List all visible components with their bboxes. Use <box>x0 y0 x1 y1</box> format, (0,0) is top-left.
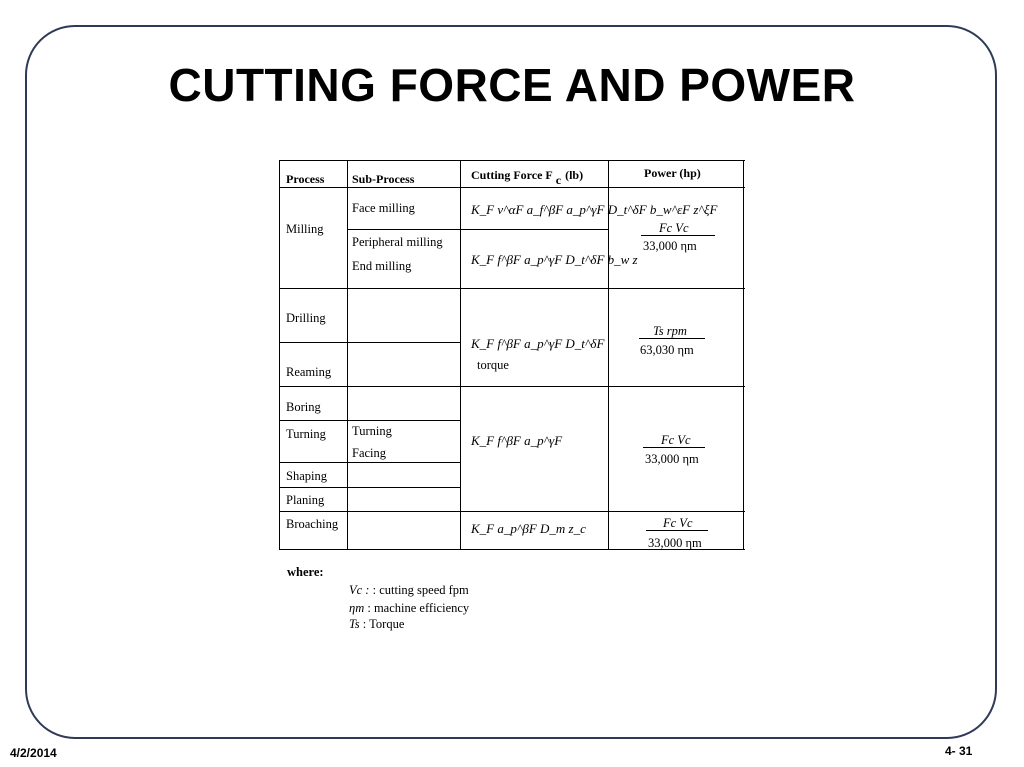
process-turning: Turning <box>286 427 326 441</box>
turning-row-divider <box>279 462 461 463</box>
footer-date: 4/2/2014 <box>10 746 57 760</box>
where-text: : Torque <box>362 617 405 631</box>
col-divider-2 <box>460 160 461 550</box>
process-milling: Milling <box>286 222 324 236</box>
shaping-row-divider <box>279 487 461 488</box>
formula-turning: K_F f^βF a_p^γF <box>471 433 563 448</box>
table-border-top <box>279 160 745 161</box>
power-broaching-numerator: Fc Vc <box>663 516 693 530</box>
where-heading: where: <box>287 565 324 579</box>
power-drilling-numerator: Ts rpm <box>653 324 687 338</box>
process-broaching: Broaching <box>286 517 339 531</box>
header-force-label: Cutting Force F <box>471 168 553 182</box>
planing-row-divider <box>279 511 745 512</box>
header-process: Process <box>286 172 325 186</box>
power-milling-denominator: 33,000 ηm <box>643 239 697 253</box>
process-boring: Boring <box>286 400 321 414</box>
header-force-subscript: c <box>555 173 562 187</box>
header-cutting-force <box>471 168 584 187</box>
power-turning-bar <box>643 447 705 448</box>
power-broaching-denominator: 33,000 ηm <box>648 536 702 550</box>
formula-face-milling: K_F v^αF a_f^βF a_p^γF D_t^δF b_w^εF z^ξF <box>471 202 718 217</box>
power-milling-bar <box>641 235 715 236</box>
formula-broaching: K_F a_p^βF D_m z_c <box>471 521 586 536</box>
col-divider-3 <box>608 160 609 550</box>
header-subprocess: Sub-Process <box>352 172 415 186</box>
process-shaping: Shaping <box>286 469 327 483</box>
power-drilling-denominator: 63,030 ηm <box>640 343 694 357</box>
reaming-row-divider <box>279 386 745 387</box>
where-text: : cutting speed fpm <box>372 583 469 597</box>
where-item-eta <box>349 601 469 616</box>
where-text: : machine efficiency <box>367 601 470 615</box>
power-broaching-bar <box>646 530 708 531</box>
table-border-right <box>743 160 744 550</box>
milling-row-divider <box>279 288 745 289</box>
power-turning-numerator: Fc Vc <box>661 433 691 447</box>
subprocess-turning: Turning <box>352 424 392 438</box>
where-item-vc <box>349 583 469 598</box>
milling-sub-divider <box>347 229 609 230</box>
subprocess-peripheral-milling: Peripheral milling <box>352 235 443 249</box>
where-symbol: Ts <box>349 617 360 631</box>
header-power: Power (hp) <box>644 166 701 180</box>
process-planing: Planing <box>286 493 325 507</box>
power-turning-denominator: 33,000 ηm <box>645 452 699 466</box>
boring-row-divider <box>279 420 461 421</box>
slide-frame <box>25 25 997 739</box>
power-drilling-bar <box>639 338 705 339</box>
header-divider <box>279 187 745 188</box>
process-reaming: Reaming <box>286 365 332 379</box>
subprocess-facing: Facing <box>352 446 387 460</box>
where-symbol: Vc : <box>349 583 370 597</box>
drilling-row-divider <box>279 342 461 343</box>
footer-page-number: 4- 31 <box>945 744 973 758</box>
where-symbol: ηm <box>349 601 365 615</box>
formula-drilling-note: torque <box>477 358 509 372</box>
table-border-left <box>279 160 280 550</box>
process-drilling: Drilling <box>286 311 326 325</box>
formula-peripheral-milling: K_F f^βF a_p^γF D_t^δF b_w z <box>471 252 638 267</box>
where-item-ts <box>349 617 404 632</box>
power-milling-numerator: Fc Vc <box>659 221 689 235</box>
subprocess-face-milling: Face milling <box>352 201 415 215</box>
formula-drilling: K_F f^βF a_p^γF D_t^δF <box>471 336 605 351</box>
col-divider-1 <box>347 160 348 550</box>
subprocess-end-milling: End milling <box>352 259 412 273</box>
slide-title: CUTTING FORCE AND POWER <box>168 59 856 111</box>
header-force-unit: (lb) <box>565 168 584 182</box>
